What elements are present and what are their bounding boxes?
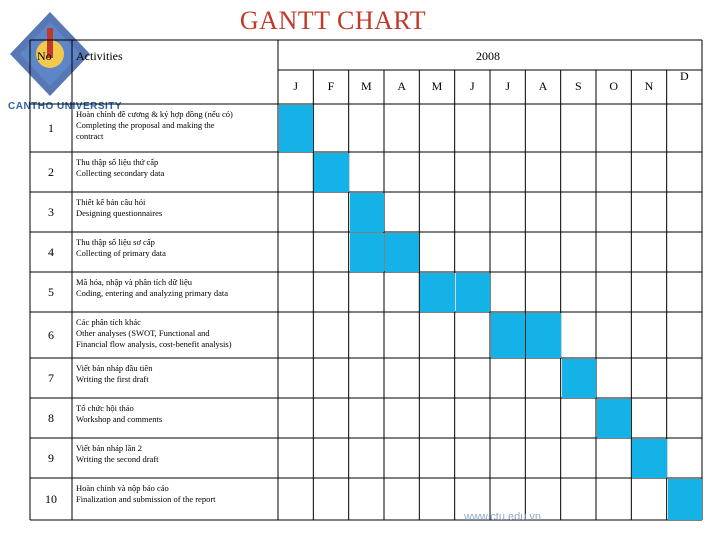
gantt-bar	[350, 233, 384, 272]
activity-line: Hoàn chỉnh và nộp báo cáo	[76, 483, 169, 493]
activity-description	[76, 197, 276, 219]
month-header: A	[538, 79, 548, 93]
month-header: S	[574, 79, 582, 93]
activity-line: Writing the first draft	[76, 374, 149, 384]
activity-line: Mã hóa, nhập và phân tích dữ liệu	[76, 277, 193, 287]
activity-line: Other analyses (SWOT, Functional and	[76, 328, 210, 338]
row-number: 9	[48, 451, 54, 465]
activity-line: Thu thập số liệu thứ cấp	[76, 157, 159, 167]
activity-description	[76, 443, 276, 465]
row-number: 1	[48, 121, 54, 135]
activity-description	[76, 237, 276, 259]
gantt-bar	[491, 313, 525, 358]
row-number: 10	[45, 492, 57, 506]
month-header: M	[431, 79, 443, 93]
column-header-no: No	[37, 49, 52, 63]
activity-line: Finalization and submission of the report	[76, 494, 216, 504]
activity-line: Writing the second draft	[76, 454, 159, 464]
activity-description	[76, 157, 276, 179]
activity-line: Workshop and comments	[76, 414, 163, 424]
month-header: J	[293, 79, 298, 93]
gantt-bar	[526, 313, 560, 358]
activity-line: Viết bản nháp đầu tiên	[76, 363, 153, 373]
month-header: J	[505, 79, 510, 93]
month-header: O	[609, 79, 618, 93]
gantt-bar	[420, 273, 454, 312]
gantt-bar	[350, 193, 384, 232]
month-header: M	[360, 79, 372, 93]
activity-line: Collecting of primary data	[76, 248, 166, 258]
gantt-bar	[632, 439, 666, 478]
activity-description	[76, 277, 276, 299]
page-title: GANTT CHART	[239, 6, 427, 35]
gantt-bar	[668, 479, 702, 520]
activity-line: Thu thập số liệu sơ cấp	[76, 237, 155, 247]
row-number: 3	[48, 205, 54, 219]
activity-line: Completing the proposal and making the	[76, 120, 215, 130]
activity-description	[76, 403, 276, 425]
month-header: J	[469, 79, 475, 93]
row-number: 7	[48, 371, 54, 385]
activity-line: Collecting secondary data	[76, 168, 165, 178]
gantt-bar	[314, 153, 348, 192]
activity-line: Thiết kế bản câu hỏi	[76, 197, 146, 207]
row-number: 4	[48, 245, 54, 259]
month-header: N	[644, 79, 654, 93]
gantt-bar	[597, 399, 631, 438]
gantt-bar	[279, 105, 313, 152]
activity-line: Designing questionnaires	[76, 208, 163, 218]
activity-line: Viết bản nháp lần 2	[76, 443, 143, 453]
activity-line: Tổ chức hội thảo	[76, 403, 134, 413]
activity-description	[76, 109, 276, 142]
activity-description	[76, 363, 276, 385]
row-number: 6	[48, 328, 54, 342]
gantt-bar	[456, 273, 490, 312]
activity-line: Hoàn chỉnh đề cương & ký hợp đồng (nếu có)	[76, 109, 233, 119]
activity-line: Financial flow analysis, cost-benefit analysis)	[76, 339, 232, 349]
activity-description	[76, 483, 276, 505]
row-number: 8	[48, 411, 54, 425]
column-header-activities: Activities	[76, 49, 123, 63]
month-header: F	[327, 79, 335, 93]
month-header: D	[679, 69, 689, 83]
watermark-url: www.ctu.edu.vn	[464, 511, 542, 523]
activity-description	[76, 317, 276, 350]
month-header: A	[397, 79, 406, 93]
logo-text: CANTHO UNIVERSITY	[8, 101, 123, 112]
year-label: 2008	[476, 49, 500, 63]
row-number: 5	[48, 285, 54, 299]
row-number: 2	[48, 165, 54, 179]
activity-line: contract	[76, 131, 104, 141]
gantt-bar	[562, 359, 596, 398]
activity-line: Các phân tích khác	[76, 317, 141, 327]
gantt-bar	[385, 233, 419, 272]
activity-line: Coding, entering and analyzing primary data	[76, 288, 229, 298]
